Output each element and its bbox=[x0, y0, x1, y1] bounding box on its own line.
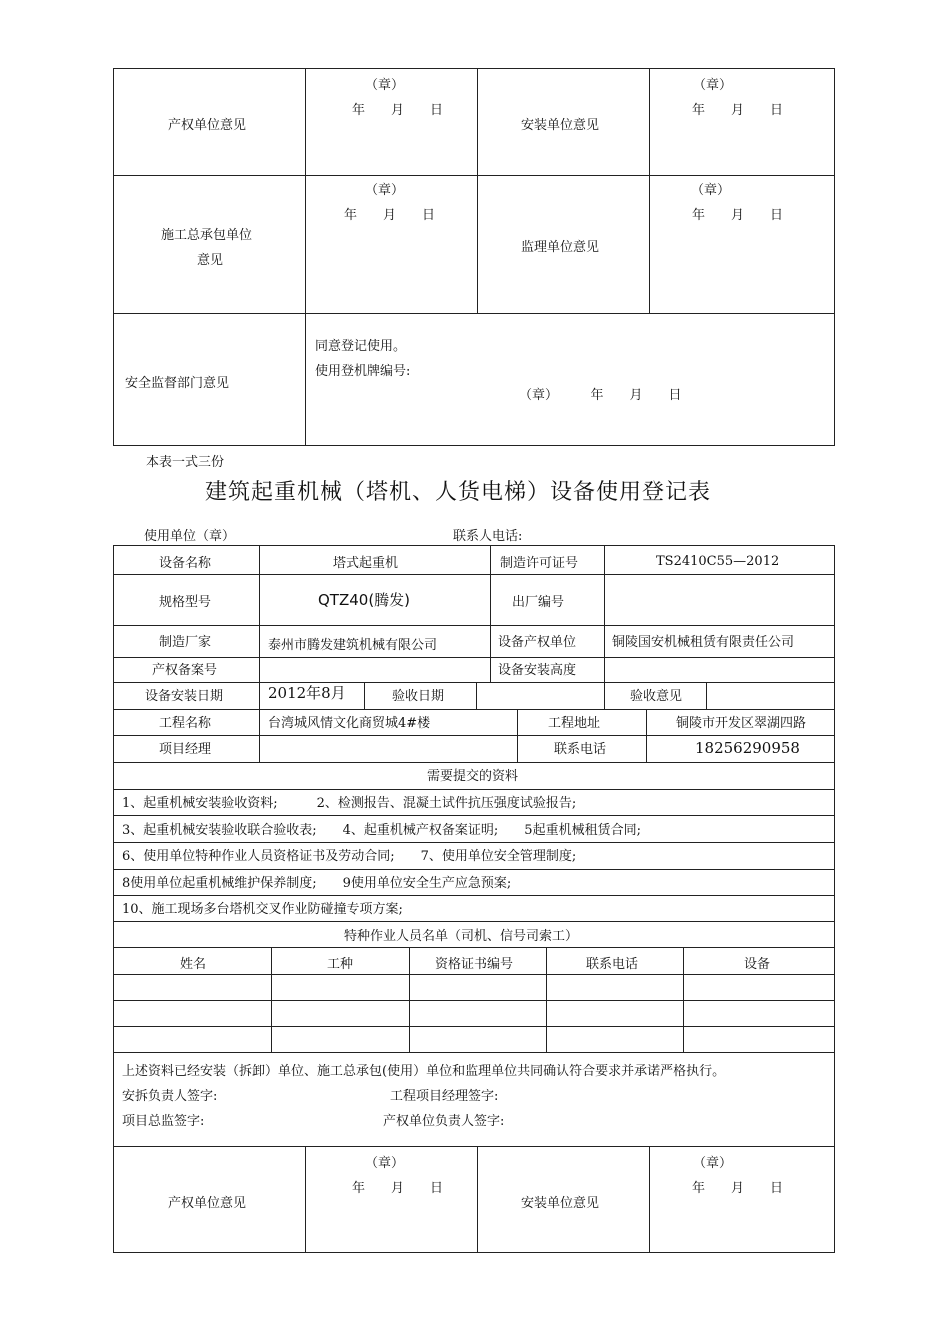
date-line: 年 月 日 bbox=[352, 1181, 444, 1196]
equipment-name-label: 设备名称 bbox=[159, 556, 212, 571]
material-item: 8使用单位起重机械维护保养制度; 9使用单位安全生产应急预案; bbox=[122, 876, 512, 891]
top-col-divider-2 bbox=[477, 68, 478, 313]
seal-mark: （章） bbox=[691, 183, 731, 198]
license-label: 制造许可证号 bbox=[500, 556, 579, 571]
personnel-col-cert: 资格证书编号 bbox=[435, 957, 514, 972]
row-line bbox=[113, 709, 835, 710]
col-line bbox=[649, 1146, 650, 1253]
project-addr-label: 工程地址 bbox=[548, 716, 601, 731]
col-line bbox=[604, 545, 605, 682]
row-line bbox=[113, 762, 835, 763]
seal-mark: （章） bbox=[693, 1156, 733, 1171]
model-value: QTZ40(腾发) bbox=[318, 591, 411, 609]
material-item: 6、使用单位特种作业人员资格证书及劳动合同; 7、使用单位安全管理制度; bbox=[122, 849, 577, 864]
maker-value: 泰州市腾发建筑机械有限公司 bbox=[268, 638, 438, 653]
row-line bbox=[113, 574, 835, 575]
col-line bbox=[409, 947, 410, 1052]
owner-label: 设备产权单位 bbox=[498, 635, 577, 650]
col-line bbox=[259, 545, 260, 709]
row-line bbox=[113, 1146, 835, 1147]
chanquan-opinion-label: 产权单位意见 bbox=[168, 118, 247, 133]
install-height-label: 设备安装高度 bbox=[498, 663, 577, 678]
anquan-opinion-label: 安全监督部门意见 bbox=[125, 376, 230, 391]
col-line bbox=[490, 545, 491, 682]
jianli-opinion-label: 监理单位意见 bbox=[521, 240, 600, 255]
row-line bbox=[113, 1000, 835, 1001]
sign-chief-supervisor: 项目总监签字: bbox=[122, 1114, 205, 1129]
row-line bbox=[113, 1052, 835, 1053]
form-title: 建筑起重机械（塔机、人货电梯）设备使用登记表 bbox=[205, 480, 712, 505]
col-line bbox=[706, 682, 707, 709]
row-line bbox=[113, 842, 835, 843]
seal-mark: （章） bbox=[365, 1156, 405, 1171]
top-col-divider-3 bbox=[649, 68, 650, 313]
factory-no-label: 出厂编号 bbox=[512, 595, 565, 610]
materials-header: 需要提交的资料 bbox=[427, 769, 519, 784]
col-line bbox=[476, 682, 477, 709]
phone-label: 联系电话 bbox=[554, 742, 607, 757]
personnel-col-name: 姓名 bbox=[180, 957, 207, 972]
anquan-approval-text: 同意登记使用。 bbox=[315, 339, 407, 354]
material-item: 10、施工现场多台塔机交叉作业防碰撞专项方案; bbox=[122, 902, 403, 917]
anzhuang-opinion-label: 安装单位意见 bbox=[521, 1196, 600, 1211]
col-line bbox=[646, 709, 647, 762]
anzhuang-opinion-label: 安装单位意见 bbox=[521, 118, 600, 133]
row-line bbox=[113, 869, 835, 870]
seal-mark: （章） bbox=[365, 78, 405, 93]
material-item: 3、起重机械安装验收联合验收表; 4、起重机械产权备案证明; 5起重机械租赁合同; bbox=[122, 823, 641, 838]
col-line bbox=[546, 947, 547, 1052]
install-date-value: 2012年8月 bbox=[268, 684, 346, 702]
record-no-label: 产权备案号 bbox=[152, 663, 218, 678]
col-line bbox=[305, 1146, 306, 1253]
personnel-col-trade: 工种 bbox=[327, 957, 354, 972]
col-line bbox=[364, 682, 365, 709]
use-unit-label: 使用单位（章） bbox=[144, 529, 236, 544]
seal-mark: （章） bbox=[365, 183, 405, 198]
row-line bbox=[113, 735, 835, 736]
row-line bbox=[113, 1026, 835, 1027]
shigong-opinion-label: 施工总承包单位 bbox=[161, 228, 253, 243]
equipment-name-value: 塔式起重机 bbox=[333, 556, 399, 571]
project-name-label: 工程名称 bbox=[159, 716, 212, 731]
date-line: 年 月 日 bbox=[692, 1181, 784, 1196]
row-line bbox=[113, 815, 835, 816]
sign-owner-lead: 产权单位负责人签字: bbox=[383, 1114, 505, 1129]
chanquan-opinion-label: 产权单位意见 bbox=[168, 1196, 247, 1211]
maker-label: 制造厂家 bbox=[159, 635, 212, 650]
seal-date-line: （章） 年 月 日 bbox=[519, 388, 682, 403]
model-label: 规格型号 bbox=[159, 595, 212, 610]
top-row-divider-2 bbox=[113, 313, 835, 314]
install-date-label: 设备安装日期 bbox=[145, 689, 224, 704]
project-name-value: 台湾城风情文化商贸城4#楼 bbox=[268, 716, 431, 731]
personnel-header: 特种作业人员名单（司机、信号司索工） bbox=[344, 929, 579, 944]
personnel-col-phone: 联系电话 bbox=[586, 957, 639, 972]
top-row-divider-1 bbox=[113, 175, 835, 176]
pm-label: 项目经理 bbox=[159, 742, 212, 757]
date-line: 年 月 日 bbox=[692, 103, 784, 118]
material-item: 1、起重机械安装验收资料; 2、检测报告、混凝土试件抗压强度试验报告; bbox=[122, 796, 577, 811]
row-line bbox=[113, 682, 835, 683]
sign-project-manager: 工程项目经理签字: bbox=[390, 1089, 499, 1104]
date-line: 年 月 日 bbox=[352, 103, 444, 118]
col-line bbox=[517, 709, 518, 762]
contact-phone-label: 联系人电话: bbox=[453, 529, 523, 544]
license-value: TS2410C55—2012 bbox=[656, 554, 780, 569]
row-line bbox=[113, 974, 835, 975]
row-line bbox=[113, 921, 835, 922]
col-line bbox=[259, 709, 260, 762]
project-addr-value: 铜陵市开发区翠湖四路 bbox=[676, 716, 807, 731]
row-line bbox=[113, 947, 835, 948]
row-line bbox=[113, 625, 835, 626]
copies-note: 本表一式三份 bbox=[146, 455, 225, 470]
sign-dismantle-lead: 安拆负责人签字: bbox=[122, 1089, 218, 1104]
shigong-opinion-label-2: 意见 bbox=[197, 253, 224, 268]
col-line bbox=[683, 947, 684, 1052]
col-line bbox=[477, 1146, 478, 1253]
col-line bbox=[604, 682, 605, 709]
seal-mark: （章） bbox=[693, 78, 733, 93]
date-line: 年 月 日 bbox=[692, 208, 784, 223]
row-line bbox=[113, 789, 835, 790]
row-line bbox=[113, 657, 835, 658]
date-line: 年 月 日 bbox=[344, 208, 436, 223]
phone-value: 18256290958 bbox=[695, 739, 800, 757]
col-line bbox=[271, 947, 272, 1052]
accept-opinion-label: 验收意见 bbox=[630, 689, 683, 704]
personnel-col-equipment: 设备 bbox=[744, 957, 771, 972]
anquan-plate-no-label: 使用登机牌编号: bbox=[315, 364, 411, 379]
confirm-text: 上述资料已经安装（拆卸）单位、施工总承包(使用）单位和监理单位共同确认符合要求并承诺严格执行。 bbox=[122, 1064, 726, 1079]
row-line bbox=[113, 895, 835, 896]
owner-value: 铜陵国安机械租赁有限责任公司 bbox=[612, 635, 795, 650]
accept-date-label: 验收日期 bbox=[392, 689, 445, 704]
top-col-divider-1 bbox=[305, 68, 306, 446]
